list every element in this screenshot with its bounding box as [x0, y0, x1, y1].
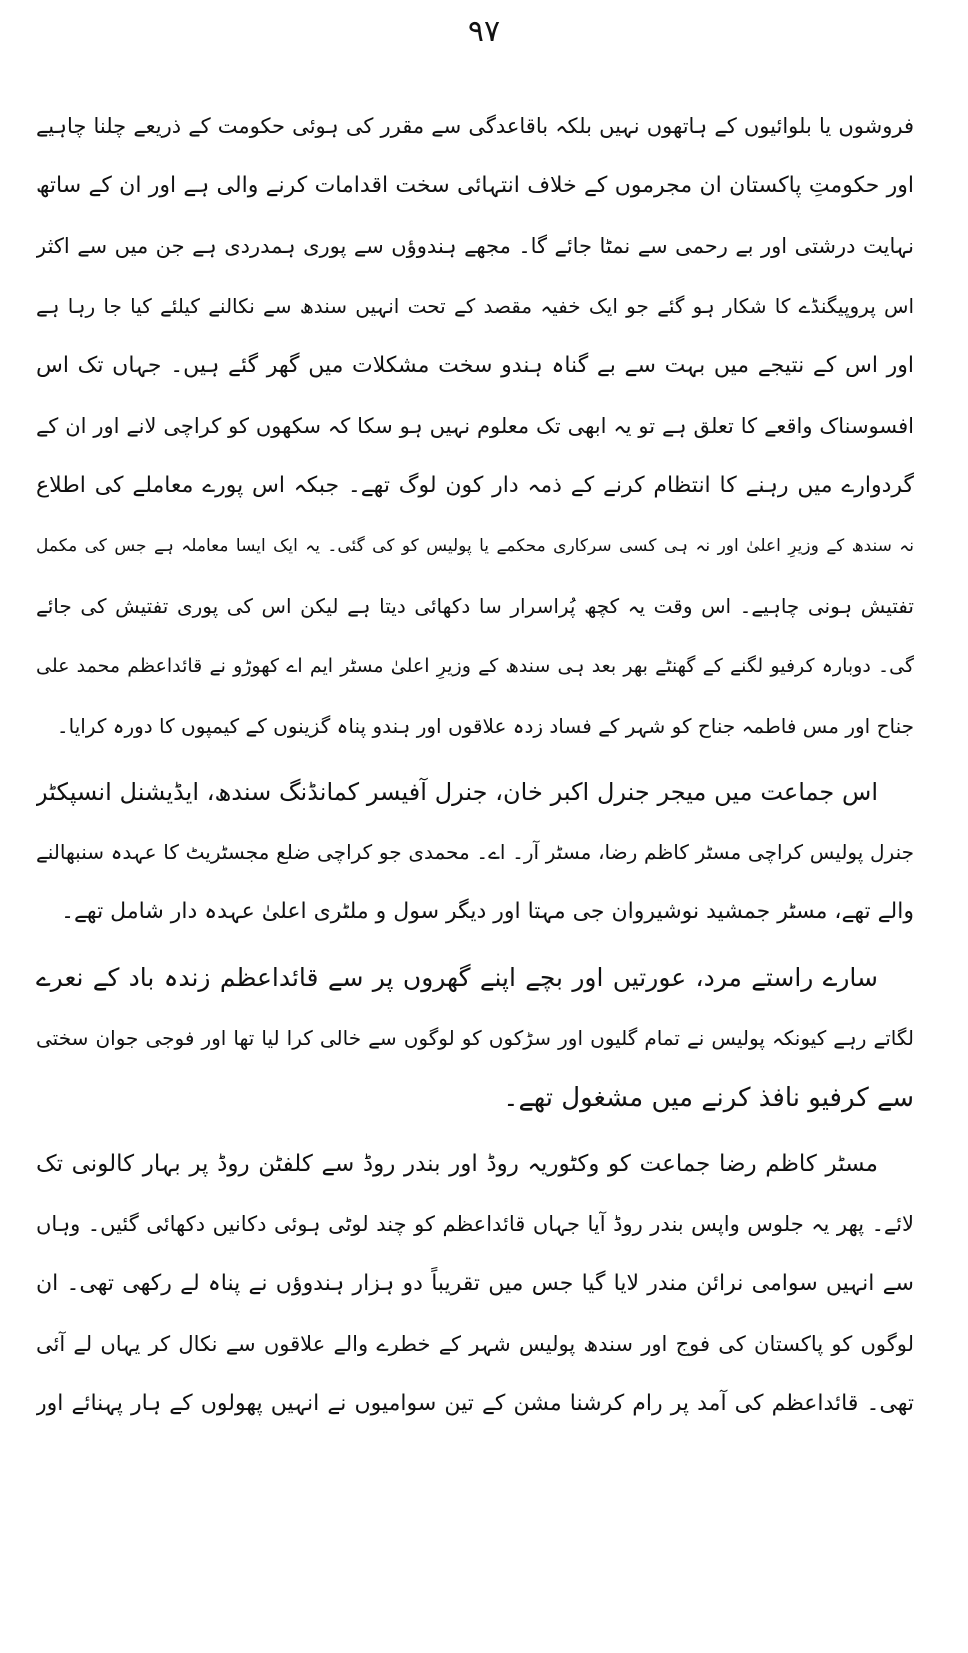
text-line: سارے راستے مرد، عورتیں اور بچے اپنے گھروں پر سے قائداعظم زندہ باد کے نعرے — [36, 963, 878, 992]
text-line: سے انہیں سوامی نرائن مندر لایا گیا جس میں تقریباً دو ہزار ہندوؤں نے پناہ لے رکھی تھی۔ ان — [36, 1271, 914, 1296]
text-line: لائے۔ پھر یہ جلوس واپس بندر روڈ آیا جہاں قائداعظم کو چند لوٹی ہوئی دکانیں دکھائی گئیں۔ وہاں — [36, 1212, 914, 1236]
text-line: اس پروپیگنڈے کا شکار ہو گئے جو ایک خفیہ مقصد کے تحت انہیں سندھ سے نکالنے کیلئے کیا جا رہا ہے — [36, 294, 914, 318]
text-line: جناح اور مس فاطمہ جناح کو شہر کے فساد زدہ علاقوں اور ہندو پناہ گزینوں کے کیمپوں کا دورہ کرایا۔ — [56, 714, 914, 738]
text-line: تھی۔ قائداعظم کی آمد پر رام کرشنا مشن کے تین سوامیوں نے انہیں پھولوں کے ہار پہنائے اور — [36, 1391, 914, 1416]
body-text — [36, 96, 914, 1434]
text-line: سے کرفیو نافذ کرنے میں مشغول تھے۔ — [503, 1083, 914, 1113]
text-line: نہ سندھ کے وزیرِ اعلیٰ اور نہ ہی کسی سرکاری محکمے یا پولیس کو کی گئی۔ یہ ایک ایسا معاملہ ہے جس کی مکمل — [36, 536, 914, 556]
text-line: اور حکومتِ پاکستان ان مجرموں کے خلاف انتہائی سخت اقدامات کرنے والی ہے اور ان کے ساتھ — [36, 173, 914, 198]
text-line: لوگوں کو پاکستان کی فوج اور سندھ پولیس شہر کے خطرے والے علاقوں سے نکال کر یہاں لے آئی — [36, 1332, 914, 1356]
text-line: افسوسناک واقعے کا تعلق ہے تو یہ ابھی تک معلوم نہیں ہو سکا کہ سکھوں کو کراچی لانے اور ان کے — [36, 414, 914, 438]
text-line: والے تھے، مسٹر جمشید نوشیروان جی مہتا اور دیگر سول و ملٹری اعلیٰ عہدہ دار شامل تھے۔ — [61, 899, 914, 924]
text-line: جنرل پولیس کراچی مسٹر کاظم رضا، مسٹر آر۔ اے۔ محمدی جو کراچی ضلع مجسٹریٹ کا عہدہ سنبھالنے — [36, 840, 914, 864]
text-line: لگاتے رہے کیونکہ پولیس نے تمام گلیوں اور سڑکوں کو لوگوں سے خالی کرا لیا تھا اور فوجی جوان سختی — [36, 1026, 914, 1050]
text-line: نہایت درشتی اور بے رحمی سے نمٹا جائے گا۔ مجھے ہندوؤں سے پوری ہمدردی ہے جن میں سے اکثر — [36, 234, 914, 258]
text-line: اس جماعت میں میجر جنرل اکبر خان، جنرل آفیسر کمانڈنگ سندھ، ایڈیشنل انسپکٹر — [36, 778, 878, 806]
page-number: ۹۷ — [467, 14, 501, 49]
text-line: گی۔ دوبارہ کرفیو لگنے کے گھنٹے بھر بعد ہی سندھ کے وزیرِ اعلیٰ مسٹر ایم اے کھوڑو نے قائداعظم محمد علی — [36, 655, 914, 677]
text-line: گردوارے میں رہنے کا انتظام کرنے کے ذمہ دار کون لوگ تھے۔ جبکہ اس پورے معاملے کی اطلاع — [36, 473, 914, 498]
text-line: مسٹر کاظم رضا جماعت کو وکٹوریہ روڈ اور بندر روڈ سے کلفٹن روڈ پر بہار کالونی تک — [36, 1151, 878, 1177]
text-line: تفتیش ہونی چاہیے۔ اس وقت یہ کچھ پُراسرار سا دکھائی دیتا ہے لیکن اس کی پوری تفتیش کی جائے — [36, 594, 914, 618]
text-line: فروشوں یا بلوائیوں کے ہاتھوں نہیں بلکہ باقاعدگی سے مقرر کی ہوئی حکومت کے ذریعے چلنا چاہیے — [36, 114, 914, 138]
text-line: اور اس کے نتیجے میں بہت سے بے گناہ ہندو سخت مشکلات میں گھر گئے ہیں۔ جہاں تک اس — [36, 353, 914, 378]
